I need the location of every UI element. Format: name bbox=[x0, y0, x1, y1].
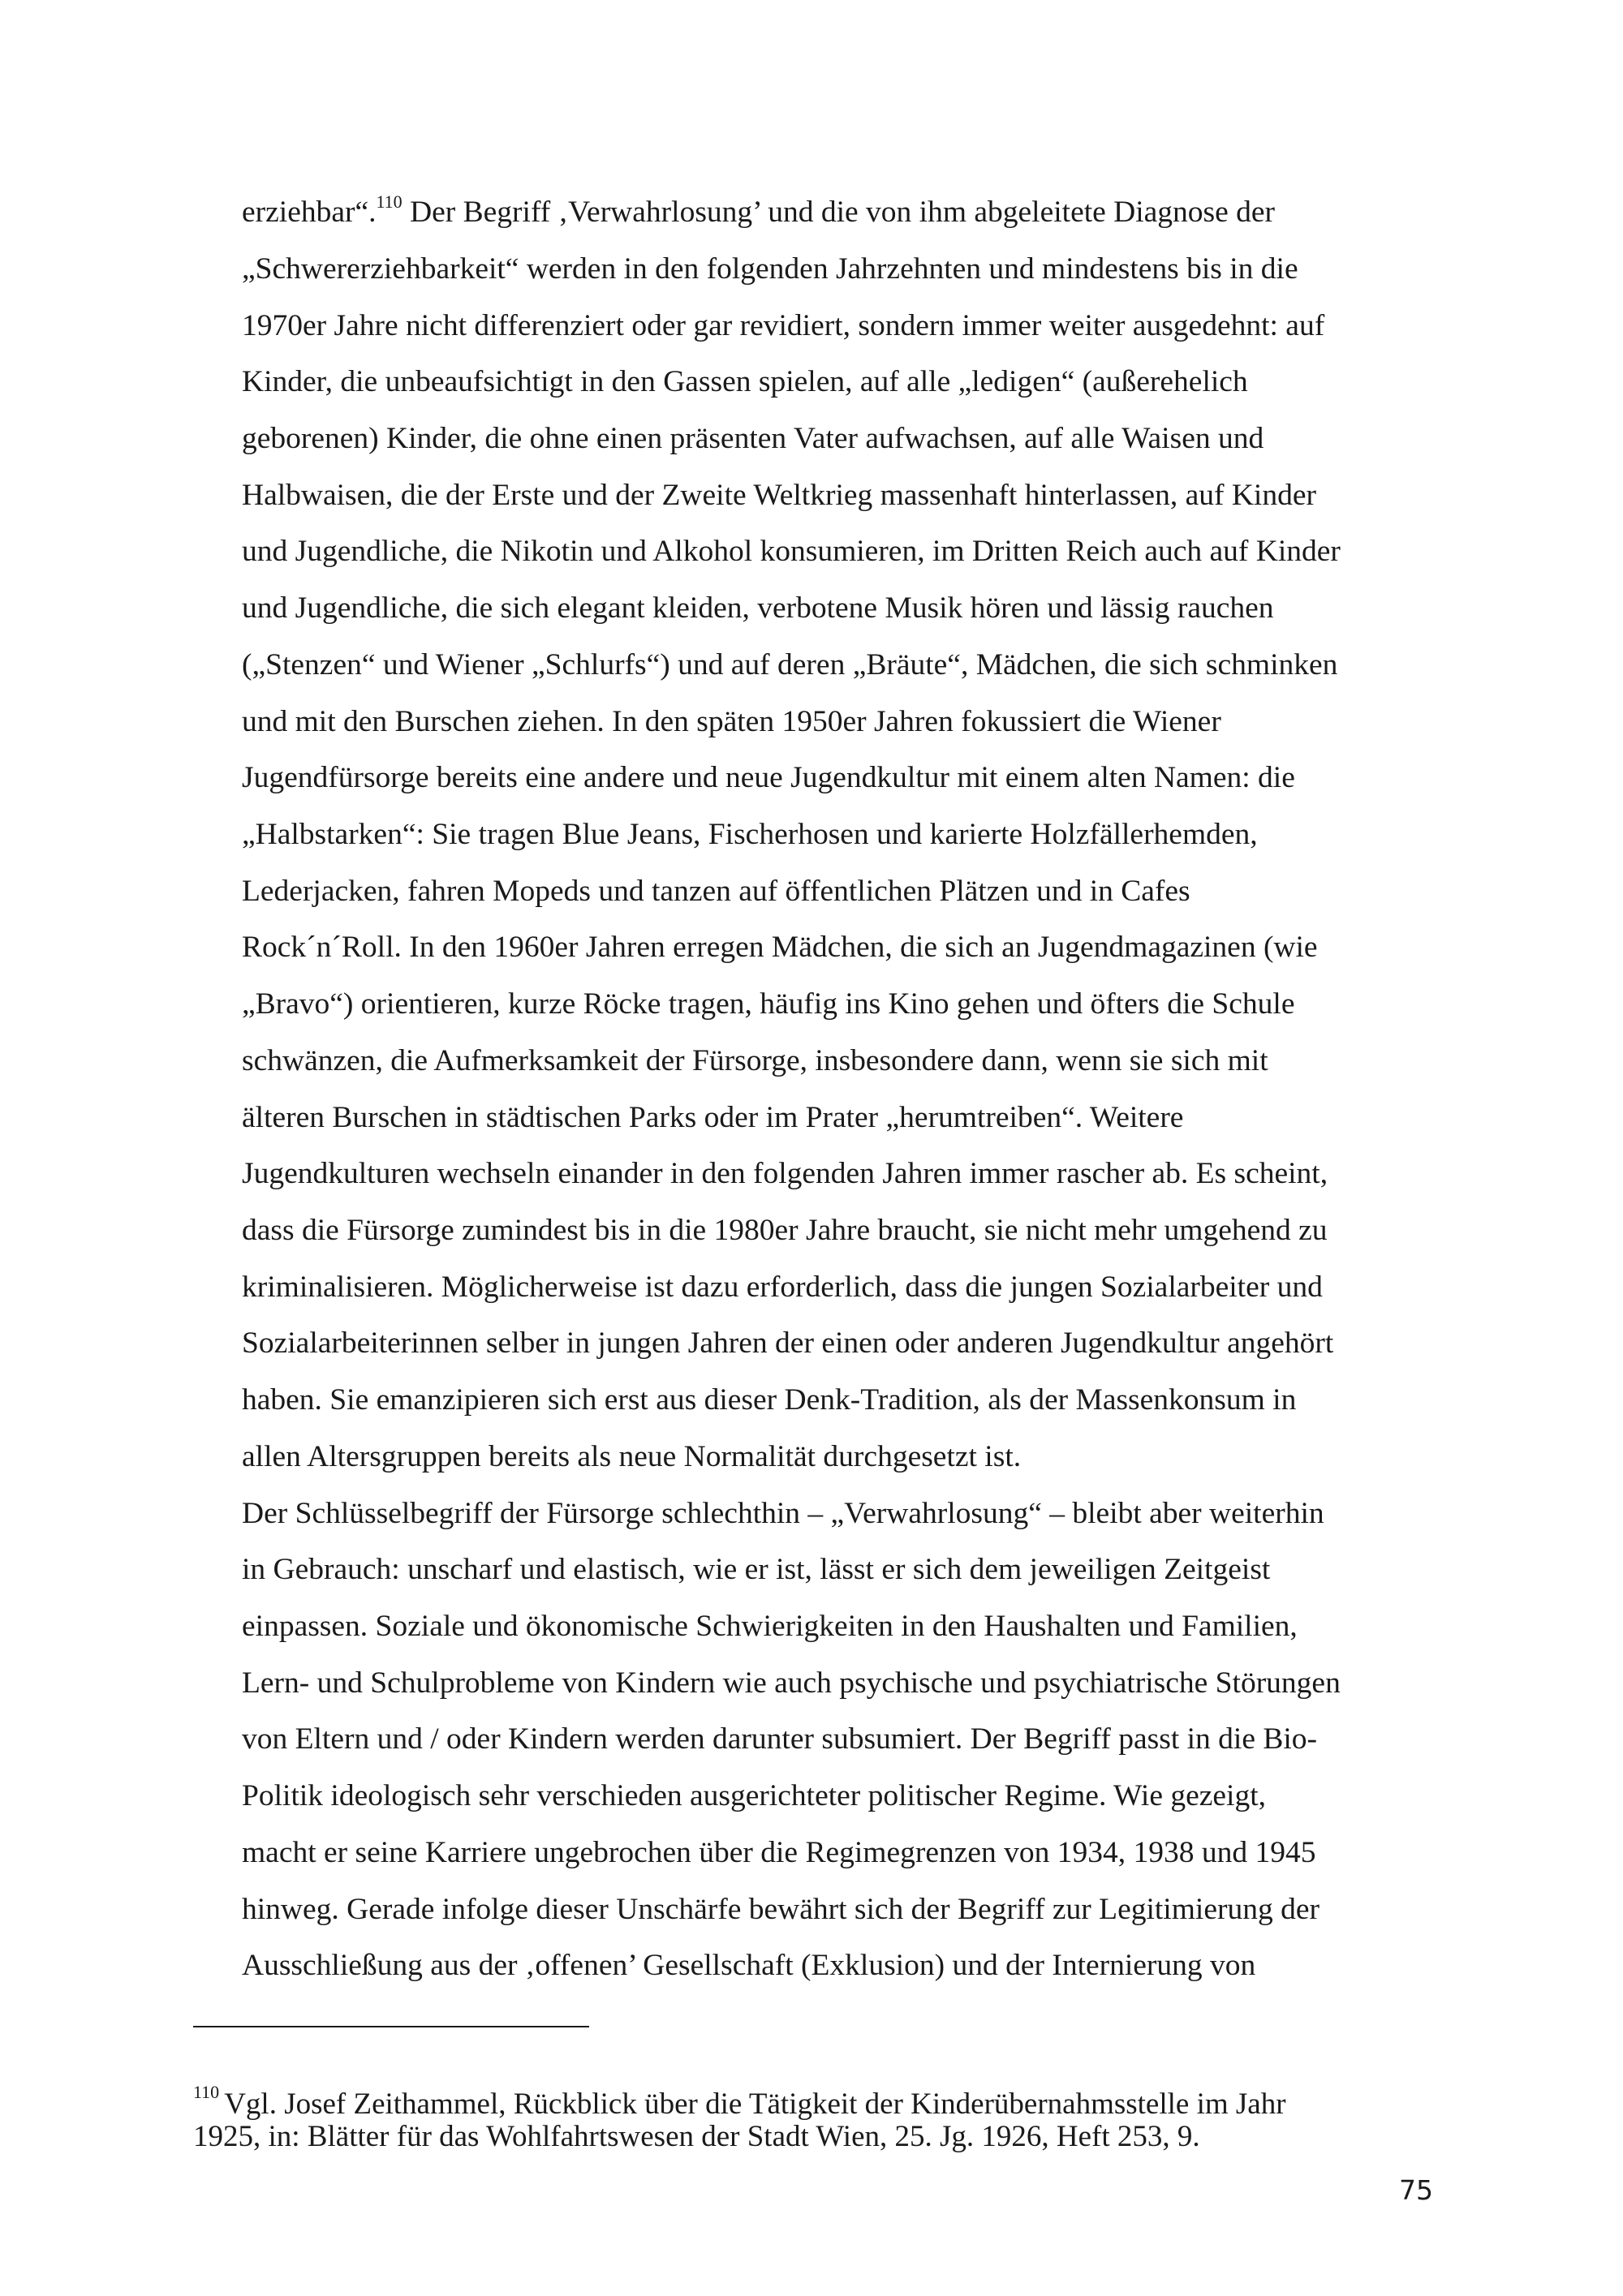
body-line: Kinder, die unbeaufsichtigt in den Gassen spielen, auf alle „ledigen“ (außerehelich bbox=[242, 365, 1248, 398]
body-line: Lederjacken, fahren Mopeds und tanzen auf öffentlichen Plätzen und in Cafes bbox=[242, 875, 1190, 908]
footnote-number: 110 bbox=[193, 2081, 220, 2102]
body-line: Lern- und Schulprobleme von Kindern wie auch psychische und psychiatrische Störungen bbox=[242, 1666, 1341, 1700]
body-line: Politik ideologisch sehr verschieden ausgerichteter politischer Regime. Wie gezeigt, bbox=[242, 1779, 1266, 1812]
body-line: einpassen. Soziale und ökonomische Schwierigkeiten in den Haushalten und Familien, bbox=[242, 1610, 1298, 1643]
body-line: Der Schlüsselbegriff der Fürsorge schlechthin – „Verwahrlosung“ – bleibt aber weiterhin bbox=[242, 1497, 1324, 1530]
body-line: „Bravo“) orientieren, kurze Röcke tragen, häufig ins Kino gehen und öfters die Schule bbox=[242, 987, 1295, 1021]
footnote-line: 1925, in: Blätter für das Wohlfahrtswesen der Stadt Wien, 25. Jg. 1926, Heft 253, 9. bbox=[193, 2120, 1200, 2153]
body-line: in Gebrauch: unscharf und elastisch, wie er ist, lässt er sich dem jeweiligen Zeitgeist bbox=[242, 1553, 1271, 1586]
body-line: und mit den Burschen ziehen. In den späten 1950er Jahren fokussiert die Wiener bbox=[242, 705, 1221, 738]
body-line: „Halbstarken“: Sie tragen Blue Jeans, Fischerhosen und karierte Holzfällerhemden, bbox=[242, 818, 1258, 851]
body-line: Halbwaisen, die der Erste und der Zweite Weltkrieg massenhaft hinterlassen, auf Kinder bbox=[242, 479, 1316, 512]
body-text-segment: Der Begriff ‚Verwahrlosung’ und die von ihm abgeleitete Diagnose der bbox=[402, 196, 1276, 229]
body-line: und Jugendliche, die Nikotin und Alkohol konsumieren, im Dritten Reich auch auf Kinder bbox=[242, 535, 1341, 568]
page-number: 75 bbox=[1399, 2174, 1433, 2206]
body-line: Sozialarbeiterinnen selber in jungen Jahren der einen oder anderen Jugendkultur angehört bbox=[242, 1326, 1334, 1360]
body-line: Jugendkulturen wechseln einander in den folgenden Jahren immer rascher ab. Es scheint, bbox=[242, 1157, 1328, 1190]
body-line: und Jugendliche, die sich elegant kleiden, verbotene Musik hören und lässig rauchen bbox=[242, 591, 1274, 625]
body-line: 1970er Jahre nicht differenziert oder gar revidiert, sondern immer weiter ausgedehnt: auf bbox=[242, 309, 1325, 342]
body-line: allen Altersgruppen bereits als neue Normalität durchgesetzt ist. bbox=[242, 1440, 1022, 1473]
body-line: von Eltern und / oder Kindern werden darunter subsumiert. Der Begriff passt in die Bio- bbox=[242, 1722, 1318, 1756]
body-line: Ausschließung aus der ‚offenen’ Gesellschaft (Exklusion) und der Internierung von bbox=[242, 1949, 1256, 1982]
body-line: macht er seine Karriere ungebrochen über die Regimegrenzen von 1934, 1938 und 1945 bbox=[242, 1836, 1316, 1869]
body-line bbox=[242, 191, 1276, 229]
body-line: „Schwererziehbarkeit“ werden in den folgenden Jahrzehnten und mindestens bis in die bbox=[242, 252, 1298, 286]
body-line: Jugendfürsorge bereits eine andere und neue Jugendkultur mit einem alten Namen: die bbox=[242, 761, 1295, 794]
body-line: älteren Burschen in städtischen Parks oder im Prater „herumtreiben“. Weitere bbox=[242, 1101, 1184, 1134]
body-line: kriminalisieren. Möglicherweise ist dazu erforderlich, dass die jungen Sozialarbeiter und bbox=[242, 1271, 1323, 1304]
body-line: geborenen) Kinder, die ohne einen präsenten Vater aufwachsen, auf alle Waisen und bbox=[242, 422, 1264, 455]
footnote-text: Vgl. Josef Zeithammel, Rückblick über die Tätigkeit der Kinderübernahmsstelle im Jahr bbox=[224, 2087, 1286, 2121]
body-line: schwänzen, die Aufmerksamkeit der Fürsorge, insbesondere dann, wenn sie sich mit bbox=[242, 1044, 1268, 1077]
body-text-segment: erziehbar“. bbox=[242, 196, 377, 229]
footnote-divider bbox=[193, 2026, 589, 2027]
body-line: hinweg. Gerade infolge dieser Unschärfe bewährt sich der Begriff zur Legitimierung der bbox=[242, 1893, 1319, 1926]
body-line: dass die Fürsorge zumindest bis in die 1980er Jahre braucht, sie nicht mehr umgehend zu bbox=[242, 1214, 1328, 1247]
body-line: Rock´n´Roll. In den 1960er Jahren erregen Mädchen, die sich an Jugendmagazinen (wie bbox=[242, 931, 1318, 964]
body-line: haben. Sie emanzipieren sich erst aus dieser Denk-Tradition, als der Massenkonsum in bbox=[242, 1383, 1297, 1417]
body-line: („Stenzen“ und Wiener „Schlurfs“) und auf deren „Bräute“, Mädchen, die sich schminken bbox=[242, 648, 1338, 681]
footnote-reference[interactable]: 110 bbox=[376, 191, 403, 212]
footnote-line bbox=[193, 2081, 1286, 2121]
